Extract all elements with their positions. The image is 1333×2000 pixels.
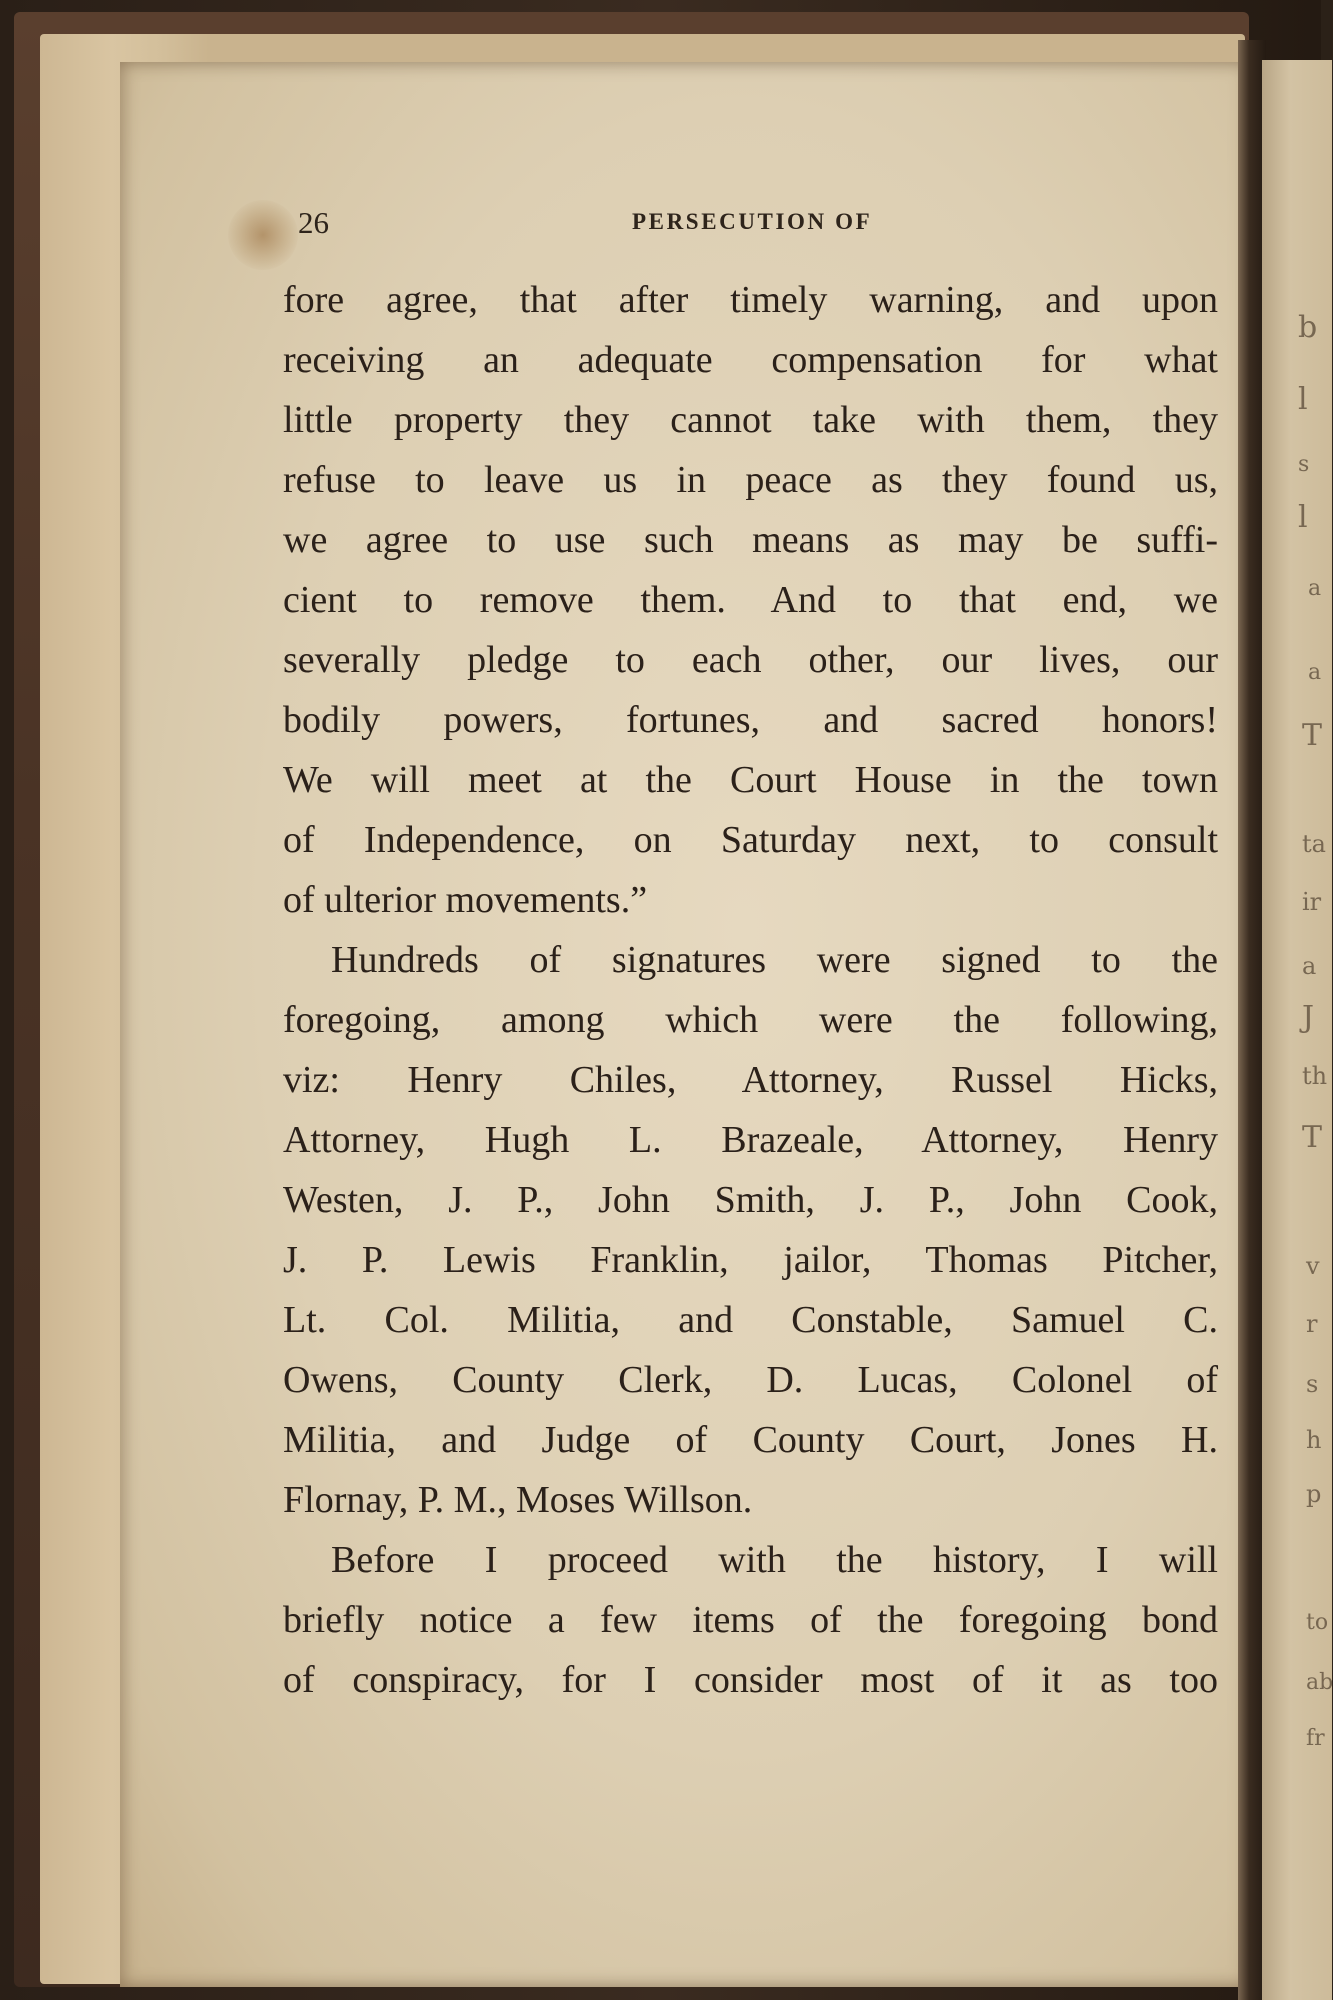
facing-page-letter: J (1302, 1000, 1315, 1035)
facing-page-letter: v (1306, 1252, 1320, 1280)
text-line: we agree to use such means as may be suffi- (283, 519, 1218, 561)
facing-page-letter: l (1298, 500, 1308, 535)
text-line: fore agree, that after timely warning, and upon (283, 279, 1218, 321)
text-line: viz: Henry Chiles, Attorney, Russel Hicks, (283, 1059, 1218, 1101)
facing-page-letter: ta (1302, 830, 1326, 858)
text-line: refuse to leave us in peace as they found us, (283, 459, 1218, 501)
text-line: Lt. Col. Militia, and Constable, Samuel C. (283, 1299, 1218, 1341)
facing-page-letter: th (1302, 1062, 1328, 1090)
text-line: Attorney, Hugh L. Brazeale, Attorney, Henry (283, 1119, 1218, 1161)
text-line: severally pledge to each other, our lives, our (283, 639, 1218, 681)
facing-page-letter: a (1308, 576, 1322, 601)
facing-page-letter: r (1306, 1310, 1318, 1338)
text-line: cient to remove them. And to that end, we (283, 579, 1218, 621)
text-line: little property they cannot take with them, they (283, 399, 1218, 441)
facing-page-letter: a (1302, 952, 1317, 980)
text-line: Owens, County Clerk, D. Lucas, Colonel of (283, 1359, 1218, 1401)
facing-page-letter: s (1306, 1370, 1319, 1398)
facing-page-letter: a (1308, 660, 1322, 685)
text-line: foregoing, among which were the following, (283, 999, 1218, 1041)
facing-page-letter: T (1302, 1120, 1323, 1155)
facing-page-letter: to (1306, 1610, 1329, 1635)
text-line: Before I proceed with the history, I will (331, 1539, 1218, 1581)
text-line: receiving an adequate compensation for what (283, 339, 1218, 381)
text-line: J. P. Lewis Franklin, jailor, Thomas Pitcher, (283, 1239, 1218, 1281)
facing-page-letter: fr (1306, 1726, 1325, 1751)
facing-page-letter: b (1298, 310, 1318, 345)
text-line: bodily powers, fortunes, and sacred honors! (283, 699, 1218, 741)
text-line: Flornay, P. M., Moses Willson. (283, 1479, 753, 1521)
text-line: Westen, J. P., John Smith, J. P., John Cook, (283, 1179, 1218, 1221)
facing-page (1262, 60, 1332, 2000)
facing-page-letter: l (1298, 382, 1308, 417)
facing-page-letter: h (1306, 1426, 1322, 1454)
facing-page-letter: ir (1302, 888, 1322, 916)
body-text (283, 270, 1218, 1710)
facing-page-letter: T (1302, 718, 1323, 753)
facing-page-letter: s (1298, 452, 1310, 477)
text-line: of Independence, on Saturday next, to consult (283, 819, 1218, 861)
running-head-title: PERSECUTION OF (632, 209, 873, 234)
facing-page-letter: p (1306, 1480, 1322, 1508)
paper-stain (228, 200, 298, 270)
text-line: We will meet at the Court House in the town (283, 759, 1218, 801)
text-line: of conspiracy, for I consider most of it as too (283, 1659, 1218, 1701)
facing-page-letter: ab (1306, 1670, 1333, 1695)
text-line: briefly notice a few items of the foregoing bond (283, 1599, 1218, 1641)
page-number: 26 (298, 205, 329, 240)
text-line: Militia, and Judge of County Court, Jones H. (283, 1419, 1218, 1461)
text-line: of ulterior movements.” (283, 879, 648, 921)
text-line: Hundreds of signatures were signed to the (331, 939, 1218, 981)
